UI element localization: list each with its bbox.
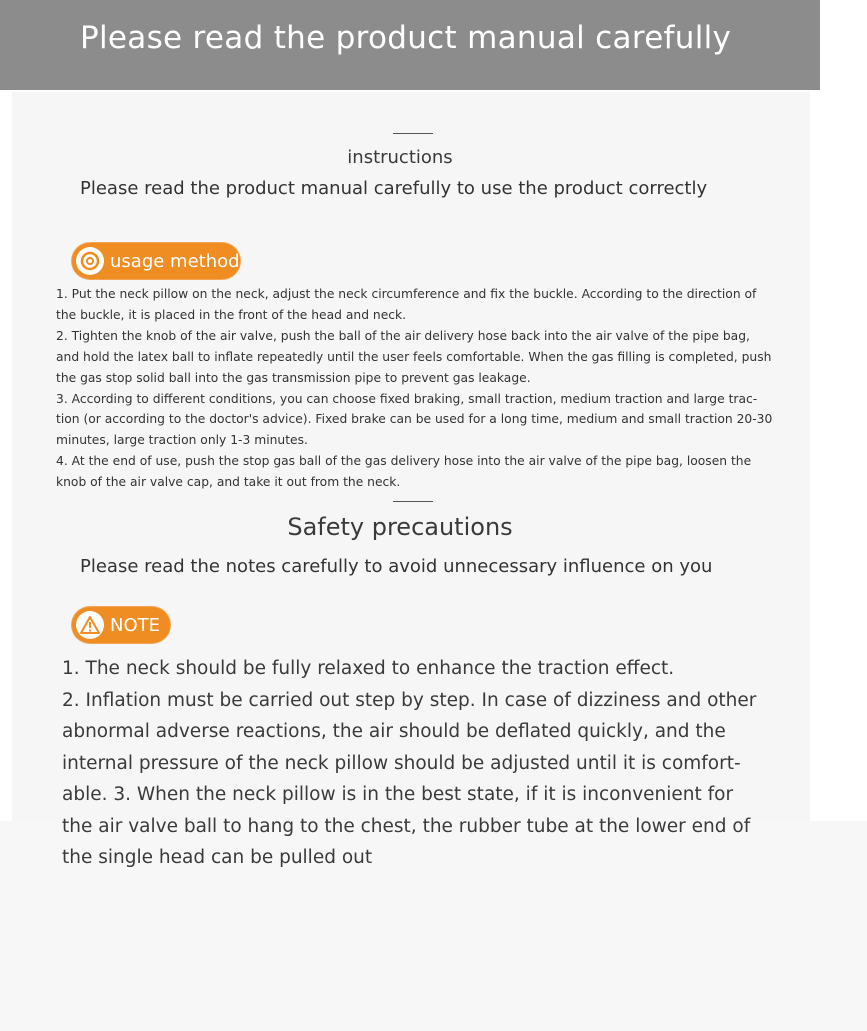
text-line: tion (or according to the doctor's advice). Fixed brake can be used for a long time, medium and small traction 20-30 <box>56 412 773 427</box>
usage-method-label: usage method <box>110 250 240 272</box>
text-line: the air valve ball to hang to the chest, the rubber tube at the lower end of <box>62 815 751 837</box>
divider <box>393 501 433 502</box>
safety-subtitle: Please read the notes carefully to avoid unnecessary influence on you <box>80 556 713 577</box>
header-title: Please read the product manual carefully <box>80 20 732 56</box>
warning-icon <box>76 611 104 639</box>
text-line: and hold the latex ball to inflate repeatedly until the user feels comfortable. When the gas filling is completed, push <box>56 349 772 364</box>
text-line: 4. At the end of use, push the stop gas ball of the gas delivery hose into the air valve of the pipe bag, loosen the <box>56 454 752 469</box>
text-line: abnormal adverse reactions, the air should be deflated quickly, and the <box>62 721 726 742</box>
instructions-heading: instructions <box>347 147 453 168</box>
text-line: knob of the air valve cap, and take it out from the neck. <box>56 475 401 490</box>
text-line: 1. Put the neck pillow on the neck, adjust the neck circumference and fix the buckle. According to the direction of <box>56 287 757 301</box>
text-line: 2. Tighten the knob of the air valve, push the ball of the air delivery hose back into the air valve of the pipe bag, <box>56 328 750 343</box>
usage-method-badge <box>72 243 240 279</box>
text-line: the gas stop solid ball into the gas transmission pipe to prevent gas leakage. <box>56 370 531 385</box>
note-badge <box>72 607 170 643</box>
text-line: 2. Inflation must be carried out step by step. In case of dizziness and other <box>62 689 757 711</box>
header-banner <box>0 0 820 90</box>
note-label: NOTE <box>110 614 161 636</box>
text-line: able. 3. When the neck pillow is in the best state, if it is inconvenient for <box>62 784 734 805</box>
text-line: 3. According to different conditions, you can choose fixed braking, small traction, medium traction and large trac- <box>56 391 758 406</box>
text-line: internal pressure of the neck pillow should be adjusted until it is comfort- <box>62 752 741 774</box>
target-icon <box>76 247 104 275</box>
text-line: the single head can be pulled out <box>62 847 373 868</box>
text-line: minutes, large traction only 1-3 minutes. <box>56 433 308 448</box>
usage-instructions-text <box>56 284 772 493</box>
divider <box>393 133 433 134</box>
safety-heading: Safety precautions <box>287 513 513 541</box>
text-line: the buckle, it is placed in the front of the head and neck. <box>56 307 407 322</box>
safety-notes-text <box>62 653 756 874</box>
instructions-subtitle: Please read the product manual carefully to use the product correctly <box>80 178 708 199</box>
text-line: 1. The neck should be fully relaxed to enhance the traction effect. <box>62 658 675 679</box>
